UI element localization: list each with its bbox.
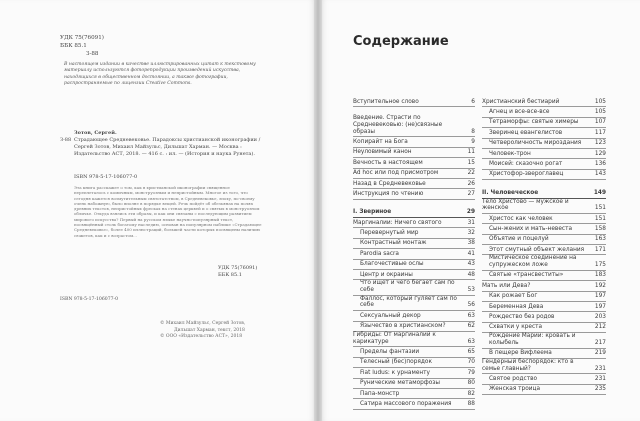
toc-entry-title: Контрастный монтаж: [360, 240, 427, 247]
toc-entry-title: Что ищет и чего бегает сам по себе: [360, 280, 455, 294]
toc-entry-page: 219: [594, 350, 606, 357]
toc-entry-title: Фаллос, который гуляет сам по себе: [360, 295, 457, 309]
toc-title: Содержание: [353, 34, 449, 49]
toc-entry-title: Христос как человек: [489, 215, 553, 222]
toc-entry-title: Маргиналии: Ничего святого: [353, 219, 442, 226]
toc-entry[interactable]: [482, 107, 606, 117]
toc-entry-title: Моисей: сказочно рогат: [489, 160, 563, 167]
bibliographic-record: [60, 130, 265, 158]
toc-entry-title: Агнец и все-все-все: [489, 109, 550, 115]
toc-entry[interactable]: [482, 374, 606, 384]
udk-block-bottom: [218, 265, 257, 279]
toc-section[interactable]: [353, 208, 475, 218]
toc-entry-page: 149: [593, 189, 606, 196]
bib-description: Страдающее Средневековье. Парадоксы христианской иконографии / Сергей Зотов, Михаил Майзульс, Дильшат Харман. — Москва : Издательство АСТ, 2018. — 416 с. : ил. — (История и наука Рунета).: [74, 137, 261, 157]
toc-entry-title: Сатира массового поражения: [360, 400, 452, 407]
toc-entry-page: 63: [467, 312, 475, 319]
toc-entry-title: Неуловимый канон: [353, 149, 412, 156]
toc-entry-title: Мать или Дева?: [482, 282, 531, 289]
toc-entry-page: 117: [594, 129, 606, 136]
copyright-block: [160, 321, 280, 341]
toc-entry-title: Как рожает Бог: [489, 293, 538, 300]
image-usage-note: В настоящем издании в качестве иллюстрированных цитат к текстовому материалу используются фоторепродукции произведений искусства, находящихся в общественном достоянии, а также фотографии, распространяемые по лицензии Creative Commons.: [64, 62, 256, 86]
toc-entry[interactable]: [353, 358, 475, 368]
toc-entry[interactable]: [353, 148, 475, 158]
toc-entry-page: 41: [467, 250, 475, 257]
toc-entry-page: 43: [467, 261, 475, 268]
toc-entry-page: 32: [467, 230, 475, 237]
toc-entry[interactable]: [482, 271, 606, 281]
toc-entry-title: Центр и окраины: [360, 271, 413, 278]
book-annotation: Эта книга расскажет о том, как в христианской иконографии священное переплеталось с комичным, монструозным и непристойным. Многое из того, что сегодня кажется возмутительным святотатством, в Средневековье, эпоху, по-своему очень набожную, было вполне в порядке вещей. Речь пойдёт об обезьянах на полях древних текстов, непристойных фресках на стенах церквей и о святых в монструозном обличье. Откуда взялись эти образы, и как они связаны с последующим развитием мирового искусства? Первый на русском языке научно-популярный текст, посвящённый столь богатому наследию, основан на популярном паблике «Страдающее Средневековье», более 400 иллюстраций, большей части которых посвящены наличию сюжетов, как и с возрастом...: [74, 185, 262, 238]
toc-entry-title: Сын-жених и мать-невеста: [489, 225, 573, 232]
toc-entry-page: 129: [594, 150, 606, 157]
toc-entry-page: 163: [594, 236, 606, 243]
toc-entry[interactable]: [482, 292, 606, 302]
toc-entry[interactable]: [482, 128, 606, 138]
toc-entry[interactable]: [353, 137, 475, 147]
toc-spacer: [353, 107, 475, 115]
toc-entry-page: 62: [467, 323, 475, 330]
toc-entry-title: Пределы фантазии: [360, 348, 420, 355]
toc-entry[interactable]: [482, 224, 606, 234]
bbk-line-bottom: ББК 85.1: [218, 272, 242, 278]
book-spine: [314, 0, 322, 421]
toc-entry-title: Женская троица: [489, 386, 541, 393]
toc-entry-page: 80: [467, 380, 475, 387]
toc-entry-page: 171: [594, 246, 606, 253]
toc-entry[interactable]: [353, 368, 475, 378]
toc-entry-page: 231: [594, 375, 606, 382]
toc-entry-page: 151: [594, 215, 606, 222]
toc-entry-page: 29: [466, 209, 475, 216]
toc-entry[interactable]: [482, 139, 606, 149]
toc-entry[interactable]: [353, 189, 475, 199]
toc-entry-page: 70: [467, 359, 475, 366]
toc-entry[interactable]: [482, 214, 606, 224]
toc-entry-page: 9: [471, 138, 475, 145]
copyright-line: © ООО «Издательство АСТ», 2018: [160, 334, 243, 339]
toc-column-right: [482, 97, 606, 395]
toc-entry-page: 82: [467, 390, 475, 397]
toc-entry-page: 63: [467, 338, 475, 345]
toc-entry-title: Тетраморфы: святые химеры: [489, 119, 579, 126]
toc-entry-title: Вступительное слово: [353, 98, 419, 105]
toc-entry[interactable]: [353, 379, 475, 389]
toc-entry-page: 38: [467, 240, 475, 247]
toc-entry-title: Объятие и поцелуй: [489, 236, 549, 243]
toc-entry-page: 65: [467, 348, 475, 355]
toc-entry[interactable]: [353, 270, 475, 280]
toc-entry[interactable]: [482, 323, 606, 333]
udk-block-top: [60, 35, 104, 58]
toc-entry-page: 183: [594, 272, 606, 279]
toc-entry-page: 79: [467, 369, 475, 376]
toc-entry[interactable]: [353, 322, 475, 332]
toc-entry-title: Рунические метаморфозы: [360, 380, 440, 387]
author-name: Зотов, Сергей.: [74, 130, 117, 136]
toc-entry-title: Инструкция по чтению: [353, 190, 424, 197]
toc-entry-title: Зверинец евангелистов: [489, 129, 563, 136]
toc-entry[interactable]: [353, 239, 475, 249]
toc-entry-title: Схватки у креста: [489, 324, 543, 331]
toc-entry[interactable]: [482, 170, 606, 180]
toc-entry[interactable]: [482, 349, 606, 359]
toc-entry-title: Рождение Марии: кровать и колыбель: [489, 333, 576, 346]
toc-entry-title: Parodia sacra: [360, 250, 399, 257]
toc-entry[interactable]: [353, 158, 475, 168]
author-code: З-88: [60, 137, 72, 143]
toc-entry-title: Этот смутный объект желания: [489, 246, 585, 253]
toc-entry-page: 22: [467, 170, 475, 177]
toc-entry[interactable]: [482, 281, 606, 291]
toc-entry-title: Введение. Страсти по Средневековью: (не)связные образы: [353, 115, 443, 135]
toc-entry[interactable]: [482, 333, 606, 348]
toc-entry[interactable]: [353, 389, 475, 399]
toc-entry-page: 105: [594, 98, 606, 105]
toc-entry[interactable]: [482, 245, 606, 255]
toc-entry-page: 123: [594, 140, 606, 147]
toc-entry-title: Мистическое соединение на супружеском ложе: [489, 255, 577, 269]
toc-entry-title: Человек-трон: [489, 150, 531, 157]
toc-entry-page: 203: [594, 314, 606, 320]
toc-entry-title: Гибриды: От маргиналий к карикатуре: [353, 331, 436, 345]
toc-entry[interactable]: [353, 97, 475, 107]
toc-entry-page: 27: [467, 190, 475, 197]
toc-entry-title: Fiat ludus: к урнаменту: [360, 369, 430, 376]
toc-entry-title: Святые «трансвеститы»: [489, 272, 564, 279]
toc-entry[interactable]: [482, 385, 606, 395]
toc-entry[interactable]: [353, 332, 475, 347]
toc-entry-page: 11: [467, 149, 475, 156]
toc-entry-title: Папа-монстр: [360, 390, 400, 397]
author-mark: З-88: [86, 50, 99, 57]
toc-entry-title: Рождество без родов: [489, 314, 555, 320]
toc-entry[interactable]: [353, 249, 475, 259]
toc-entry-page: 175: [594, 262, 606, 269]
udk-line-bottom: УДК 75(76091): [218, 265, 258, 271]
toc-entry-title: Святое родство: [489, 375, 538, 382]
toc-entry-title: Назад в Средневековье: [353, 180, 426, 187]
toc-entry-page: 235: [594, 386, 606, 393]
toc-entry-title: Язычество в христианском?: [360, 323, 446, 330]
toc-column-left: [353, 97, 475, 410]
toc-entry-page: 136: [594, 160, 606, 167]
toc-entry-title: Беременная Дева: [489, 303, 544, 310]
copyright-line: © Михаил Майзульс, Сергей Зотов,: [160, 321, 246, 326]
toc-spacer: [353, 200, 475, 208]
copyright-line: Дильшат Харман, текст, 2018: [174, 327, 245, 333]
toc-entry-page: 53: [467, 287, 475, 294]
isbn-bottom: ISBN 978-5-17-106077-0: [60, 297, 119, 302]
toc-entry-title: Гендерный беспорядок: кто в семье главный?: [482, 358, 574, 372]
toc-entry[interactable]: [353, 347, 475, 357]
toc-entry[interactable]: [353, 280, 475, 295]
toc-entry-page: 105: [594, 109, 606, 115]
toc-entry-page: 197: [594, 293, 606, 300]
toc-entry-page: 197: [594, 303, 606, 310]
toc-entry[interactable]: [353, 218, 475, 228]
toc-entry[interactable]: [353, 228, 475, 238]
toc-entry[interactable]: [482, 118, 606, 128]
toc-entry-title: Телесный (бес)порядок: [360, 359, 432, 366]
toc-entry-page: 8: [471, 128, 475, 135]
toc-entry-title: Перевернутый мир: [360, 230, 419, 237]
toc-entry-page: 151: [594, 205, 606, 212]
toc-entry-title: В пещере Вифлеема: [489, 350, 552, 357]
toc-entry-page: 26: [467, 180, 475, 187]
toc-entry-title: I. Звериное: [353, 209, 392, 216]
toc-entry-title: Вечность в настоящем: [353, 159, 423, 166]
toc-entry-page: 107: [594, 119, 606, 126]
toc-entry[interactable]: [482, 302, 606, 312]
toc-entry[interactable]: [482, 97, 606, 107]
toc-entry-page: 192: [594, 282, 606, 289]
toc-entry[interactable]: [482, 255, 606, 270]
toc-entry-page: 31: [467, 219, 475, 226]
toc-entry-page: 231: [594, 365, 606, 372]
toc-entry-page: 15: [467, 159, 475, 166]
toc-entry-page: 48: [467, 271, 475, 278]
toc-entry-title: Копирайт на Бога: [353, 138, 408, 145]
toc-entry-title: Христианский бестиарий: [482, 98, 560, 105]
toc-entry-page: 212: [594, 324, 606, 331]
toc-entry[interactable]: [353, 169, 475, 179]
toc-entry[interactable]: [353, 311, 475, 321]
isbn-mid: ISBN 978-5-17-106077-0: [74, 174, 138, 180]
toc-entry[interactable]: [482, 359, 606, 374]
toc-entry[interactable]: [482, 159, 606, 169]
toc-entry[interactable]: [353, 115, 475, 137]
toc-entry-page: 88: [467, 400, 475, 407]
toc-entry[interactable]: [482, 235, 606, 245]
toc-entry-title: Благочестивые ослы: [360, 261, 424, 268]
toc-entry[interactable]: [353, 179, 475, 189]
toc-entry[interactable]: [482, 312, 606, 322]
toc-entry-page: 158: [594, 225, 606, 232]
toc-entry-page: 217: [594, 339, 606, 346]
toc-entry-title: Сексуальный декор: [360, 312, 421, 319]
toc-entry[interactable]: [482, 199, 606, 214]
toc-section[interactable]: [482, 188, 606, 198]
toc-entry-title: Ad hoc или под присмотром: [353, 170, 439, 177]
toc-entry-title: Христофор-звероглавец: [489, 171, 564, 178]
bbk-line: ББК 85.1: [60, 42, 87, 49]
toc-entry-page: 143: [594, 171, 606, 178]
toc-entry[interactable]: [353, 260, 475, 270]
toc-entry-title: Четвероличность мироздания: [489, 140, 582, 147]
toc-entry-page: 56: [467, 302, 475, 309]
toc-entry-page: 6: [471, 98, 475, 105]
toc-entry[interactable]: [353, 399, 475, 409]
toc-entry-title: II. Человеческое: [482, 189, 539, 196]
toc-spacer: [482, 180, 606, 188]
toc-entry[interactable]: [482, 149, 606, 159]
toc-entry[interactable]: [353, 296, 475, 311]
udk-line: УДК 75(76091): [60, 35, 104, 41]
toc-entry-title: Тело Христово — мужское и женское: [482, 198, 569, 212]
